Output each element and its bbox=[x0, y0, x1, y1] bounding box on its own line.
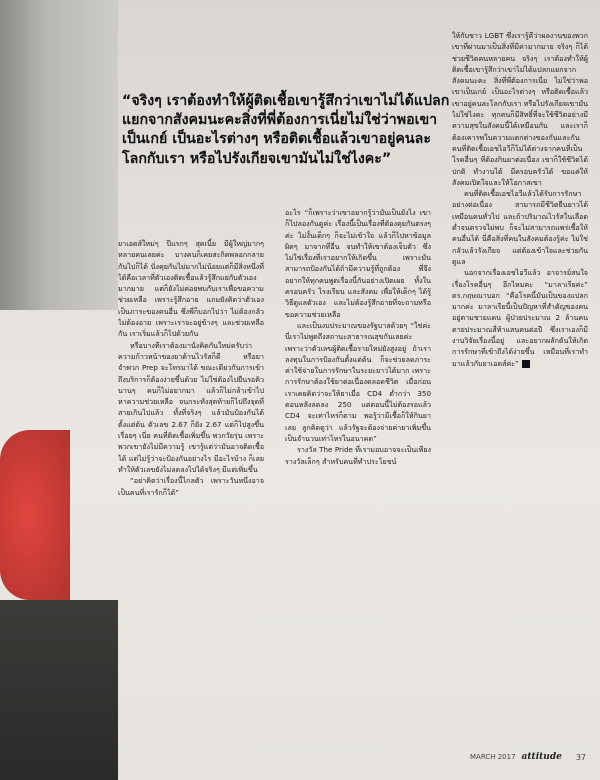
paragraph-text: นอกจากเรื่องเอชไอวีแล้ว อาจารย์สนใจเรื่องโรคอื่นๆ อีกไหมคะ “มาลาเรียค่ะ” ดร.กฤษณาบอก “คือโรคนี้มันเป็นของแปลกมากค่ะ มาลาเรียนี้เป็นปัญหาที่สำคัญของคนอยู่ตามชายแดน ผู้ป่วยประมาณ 2 ล้านคน ตายประมาณสี่ห้าแสนคนต่อปี ซึ่งเราเองก็มีงานวิจัยเรื่องนี้อยู่ และอยากผลักดันให้เกิดการรักษาที่เข้าถึงได้ง่ายขึ้น เหมือนที่เราทำมาแล้วกับยาเอดส์ค่ะ” bbox=[452, 268, 588, 368]
text-column-1 bbox=[118, 238, 264, 736]
photo-window bbox=[0, 0, 118, 310]
paragraph: ยาเอดส์ใหม่ๆ ปีแรกๆ สุดเนี้ย มีผู้ใหญ่มากๆ หลายคนเลยค่ะ บางคนก็เคยสะกิดพลอกกลายกันไปก็ได้ นั่งคุยกันไม่มากไม่น้อยแต่ก็มีสิ่งหนึ่งที่ได้คือเวลาที่ตัวเองติดเชื้อแล้วรู้สึกแย่กับตัวเองมากมาย แต่ก็ยังไม่ค่อยพบกับเราเพื่อขอความช่วยเหลือ เพราะรู้สึกอาย แถมยังคิดว่าตัวเองเป็นภาระของคนอื่น ซึ่งพี่ก็บอกไปว่า ไม่ต้องกลัว ไม่ต้องอาย เพราะเราจะอยู่ข้างๆ และช่วยเหลือกัน เราเริ่มแล้วก็ไปด้วยกัน bbox=[118, 239, 264, 339]
pull-quote bbox=[122, 92, 452, 170]
photo-red-chair bbox=[0, 430, 70, 600]
text-column-2 bbox=[285, 207, 431, 737]
paragraph: ให้กับชาว LGBT ซึ่งเรารู้ดีว่าผลงานของพวกเขาที่ผ่านมาเป็นสิ่งที่มีค่ามากมาย จริงๆ ก็ได้ช่วยชีวิตคนหลายคน จริงๆ เราต้องทำให้ผู้ติดเชื้อเขารู้สึกว่าเขาไม่ได้แปลกแยกจากสังคมนะคะ สิ่งที่พี่ต้องการเนี่ย ไม่ใช่ว่าพอเขาเป็นเกย์ เป็นอะไรต่างๆ หรือติดเชื้อแล้วเขาอยู่คนละโลกกับเรา หรือไปรังเกียจเขามันไม่ใช่ไงคะ ทุกคนก็มีสิทธิ์ที่จะใช้ชีวิตอย่างมีความสุขในสังคมนี้ได้เหมือนกัน และเราก็ต้องเคารพในความแตกต่างของกันและกัน คนที่ติดเชื้อเอชไอวีก็ไม่ได้ต่างจากคนที่เป็นโรคอื่นๆ ที่ต้องกินยาต่อเนื่อง เขาก็ใช้ชีวิตได้ปกติ ทำงานได้ มีครอบครัวได้ ขอแค่ให้สังคมเปิดใจและให้โอกาสเขา bbox=[452, 31, 588, 187]
paragraph: รางวัล The Pride ที่เรามอบอาจจะเป็นเพียงรางวัลเล็กๆ สำหรับคนที่ทำประโยชน์ bbox=[285, 445, 431, 466]
paragraph: และเป็นงบประมาณของรัฐบาลด้วยๆ “ใช่ค่ะ นี่เราไม่พูดถึงสถานะสาธารณสุขกันเลยค่ะ เพราะว่าตัวเลขผู้ติดเชื้อรายใหม่ยังสูงอยู่ ถ้าเราลงทุนในการป้องกันตั้งแต่ต้น ก็จะช่วยลดภาระค่าใช้จ่ายในการรักษาในระยะยาวได้มาก เพราะการรักษาต้องใช้ยาต่อเนื่องตลอดชีวิต เมื่อก่อนเราเคยคิดว่าจะให้ยาเมื่อ CD4 ต่ำกว่า 350 ตอนหลังลดลง 250 แต่ตอนนี้ไม่ต้องรอแล้ว CD4 จะเท่าไหร่ก็ตาม พอรู้ว่ามีเชื้อก็ให้กินยาเลย ลูกคิดดูว่า แล้วรัฐจะต้องจ่ายค่ายาเพิ่มขึ้นเป็นจำนวนเท่าไหร่ในอนาคต” bbox=[285, 320, 431, 443]
issue-date: MARCH 2017 bbox=[470, 753, 516, 761]
magazine-brand: attitude bbox=[521, 752, 562, 762]
paragraph: คนที่ติดเชื้อเอชไอวีแล้วได้รับการรักษาอย่างต่อเนื่อง สามารถมีชีวิตยืนยาวได้เหมือนคนทั่วไป และถ้าปริมาณไวรัสในเลือดต่ำจนตรวจไม่พบ ก็จะไม่สามารถแพร่เชื้อให้คนอื่นได้ นี่คือสิ่งที่คนในสังคมต้องรู้ค่ะ ไม่ใช่กลัวแล้วรังเกียจ แต่ต้องเข้าใจและช่วยกันดูแล bbox=[452, 189, 588, 266]
pull-quote-text: “จริงๆ เราต้องทำให้ผู้ติดเชื้อเขารู้สึกว่าเขาไม่ได้แปลกแยกจากสังคมนะคะสิ่งที่พี่ต้องการเนี่ยไม่ใช่ว่าพอเขาเป็นเกย์ เป็นอะไรต่างๆ หรือติดเชื้อแล้วเขาอยู่คนละโลกกับเรา หรือไปรังเกียจเขามันไม่ใช่ไงคะ” bbox=[122, 93, 450, 167]
end-mark-icon bbox=[522, 360, 530, 368]
paragraph: หรือบางทีเราต้องมานั่งคิดกันใหม่ครับว่า ความก้าวหน้าของยาต้านไวรัสก็ดี หรือยาจำพวก Prep จะโทรมาได้ ขณะเดียวกันการเข้าถึงบริการก็ต้องง่ายขึ้นด้วย ไม่ใช่ต้องไปยืนรอคิวนานๆ คนก็ไม่อยากมา แล้วก็ไม่กล้าเข้าไปหาความช่วยเหลือ จนกระทั่งสุดท้ายก็ไปถึงจุดที่สายเกินไปแล้ว ทั้งที่จริงๆ แล้วมันป้องกันได้ตั้งแต่ต้น ตัวเลข 2.67 ก็ยัง 2.67 แต่ก็ไปสูงขึ้นเรื่อยๆ เนี่ย คนที่ติดเชื้อเพิ่มขึ้น พวกวัยรุ่น เพราะพวกเขายังไม่มีความรู้ เขารู้แต่ว่ามันอาจติดเชื้อได้ แต่ไม่รู้ว่าจะป้องกันอย่างไร มีอะไรบ้าง ก็เลยทำให้ตัวเลขยังไม่ลดลงไปได้จริงๆ มีแต่เพิ่มขึ้น bbox=[118, 340, 264, 474]
text-column-3 bbox=[452, 30, 588, 745]
paragraph bbox=[452, 267, 588, 369]
paragraph: “อย่าคิดว่าเรื่องนี้ไกลตัว เพราะวันหนึ่งอาจเป็นคนที่เรารักก็ได้” bbox=[118, 476, 264, 497]
page-number: 37 bbox=[575, 752, 587, 762]
page-footer bbox=[470, 750, 590, 764]
photo-floor bbox=[0, 600, 118, 780]
paragraph: อะไร “ก็เพราะว่าเขาอยากรู้ว่ามันเป็นยังไง เขาก็ไปลองกันดูค่ะ เรื่องนี้เป็นเรื่องที่ต้องคุยกันตรงๆ ค่ะ ไม่งั้นเด็กๆ ก็จะไม่เข้าใจ แล้วก็ไปหาข้อมูลผิดๆ มาจากที่อื่น จนทำให้เขาต้องเจ็บตัว ซึ่งไม่ใช่เรื่องที่เราอยากให้เกิดขึ้น เพราะมันสามารถป้องกันได้ถ้ามีความรู้ที่ถูกต้อง พี่จึงอยากให้ทุกคนพูดเรื่องนี้กันอย่างเปิดเผย ทั้งในครอบครัว โรงเรียน และสังคม เพื่อให้เด็กๆ ได้รู้วิธีดูแลตัวเอง และไม่ต้องรู้สึกอายที่จะถามหรือขอความช่วยเหลือ bbox=[285, 208, 431, 319]
